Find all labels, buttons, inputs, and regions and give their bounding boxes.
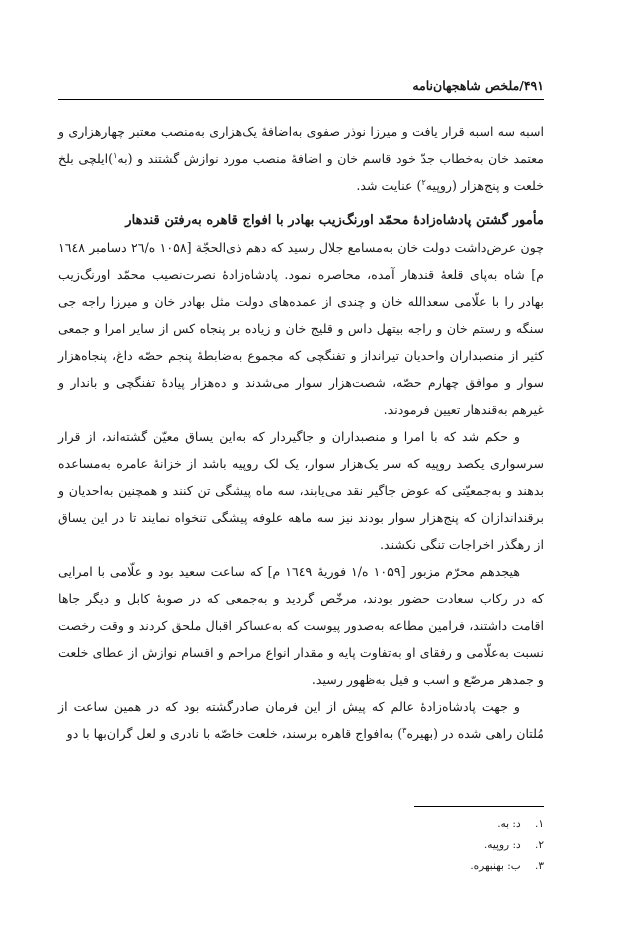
header-rule xyxy=(58,99,544,100)
paragraph-1 xyxy=(58,118,544,199)
section-heading: مأمور گشتن پادشاه‌زادهٔ محمّد اورنگ‌زیب بهادر با افواج قاهره به‌رفتن قندهار xyxy=(125,213,544,228)
running-header: ۴۹۱/ملخص شاهجهان‌نامه xyxy=(412,78,544,93)
footnote-text: ب: بهنبهره. xyxy=(470,860,521,872)
footnote-number: ۱. xyxy=(535,818,544,830)
footnote-3 xyxy=(58,856,544,877)
paragraph-5-text: و جهت پادشاه‌زادهٔ عالم که پیش از این فرمان صادرگشته بود که در همین ساعت از مُلتان راهی شده در (بهیره xyxy=(58,699,544,741)
paragraph-1-text-end: ) عنایت شد. xyxy=(356,178,422,193)
footnote-number: ۳. xyxy=(535,860,544,872)
footnote-text: د: به. xyxy=(497,818,521,830)
footnote-marker-3[interactable]: ۳ xyxy=(402,725,407,735)
footnote-number: ۲. xyxy=(535,839,544,851)
paragraph-5 xyxy=(58,693,544,747)
paragraph-3: و حکم شد که با امرا و منصبداران و جاگیردار که به‌این یساق معیّن گشته‌اند، از قرار سرسواری یکصد روپیه که سر یک‌هزار سوار، یک لک روپیه باشد از خزانهٔ عامره به‌مساعده بدهند و به‌جمعیّتی که عوض جاگیر نقد می‌یابند، سه ماه پیشگی تن کنند و همچنین به‌احدیان و برقنداندازان که پنج‌هزار سوار بودند نیز سه ماهه علوفه پیشگی تنخواه نمایند تا در این یساق از رهگذر اخراجات تنگی نکشند. xyxy=(58,429,544,552)
footnote-marker-2[interactable]: ۲ xyxy=(421,177,426,187)
footnote-2 xyxy=(58,835,544,856)
body-text xyxy=(58,118,544,747)
footnote-1 xyxy=(58,814,544,835)
paragraph-5-text-end: ) به‌افواج قاهره برسند، خلعت خاصّه با نادری و لعل گران‌بها با دو xyxy=(66,726,403,741)
paragraph-4: هیجدهم محرّم مزبور [۱۰۵۹ ه‌/۱ فوریهٔ ۱٦٤۹ م] که ساعت سعید بود و علّامی با امرایی که در رکاب سعادت حضور بودند، مرخّص گردید و به‌جمعی که در صوبهٔ کابل و دیگر جاها اقامت داشتند، فرامین مطاعه به‌صدور پیوست که به‌عساکر اقبال ملحق کردند و وقت رخصت نسبت به‌علّامی و رفقای او به‌تفاوت پایه و مقدار انواع مراحم و اقسام نوازش از عطای خلعت و جمدهر مرصّع و اسب و فیل به‌ظهور رسید. xyxy=(58,564,544,687)
paragraph-1-text: اسبه سه اسبه قرار یافت و میرزا نوذر صفوی به‌اضافهٔ یک‌هزاری به‌منصب معتبر چهارهزاری و معتمد خان به‌خطاب جدّ خود قاسم خان و اضافهٔ منصب مورد نوازش گشتند و (به xyxy=(58,124,544,166)
paragraph-1-text-continued: )ایلچی بلخ خلعت و پنج‌هزار (روپیه xyxy=(58,151,544,193)
footnote-rule xyxy=(414,806,544,807)
footnote-text: د: روپیه. xyxy=(483,839,521,851)
paragraph-2: چون عرض‌داشت دولت خان به‌مسامع جلال رسید که دهم ذی‌الحجّة [۱۰۵۸ ه‌/۲٦ دسامبر ۱٦٤۸ م] شاه به‌پای قلعهٔ قندهار آمده، محاصره نمود. پادشاه‌زادهٔ نصرت‌نصیب محمّد اورنگ‌زیب بهادر را با علّامی سعدالله خان و چندی از عمده‌های دولت مثل بهادر خان و میرزا راجه جی سنگه و رستم خان و راجه بیتهل داس و قلیج خان و زیاده بر پنجاه کس از سایر امرا و جمعی کثیر از منصبداران واحدیان تیرانداز و تفنگچی که مجموع به‌ضابطهٔ پنجم حصّه داغ، پنجاه‌هزار سوار و موافق چهارم حصّه، شصت‌هزار سوار می‌شدند و ده‌هزار پیادهٔ تفنگچی و باندار و غیرهم به‌قندهار تعیین فرمودند. xyxy=(58,240,544,417)
footnote-marker-1[interactable]: ۱ xyxy=(113,150,118,160)
footnotes xyxy=(58,814,544,877)
